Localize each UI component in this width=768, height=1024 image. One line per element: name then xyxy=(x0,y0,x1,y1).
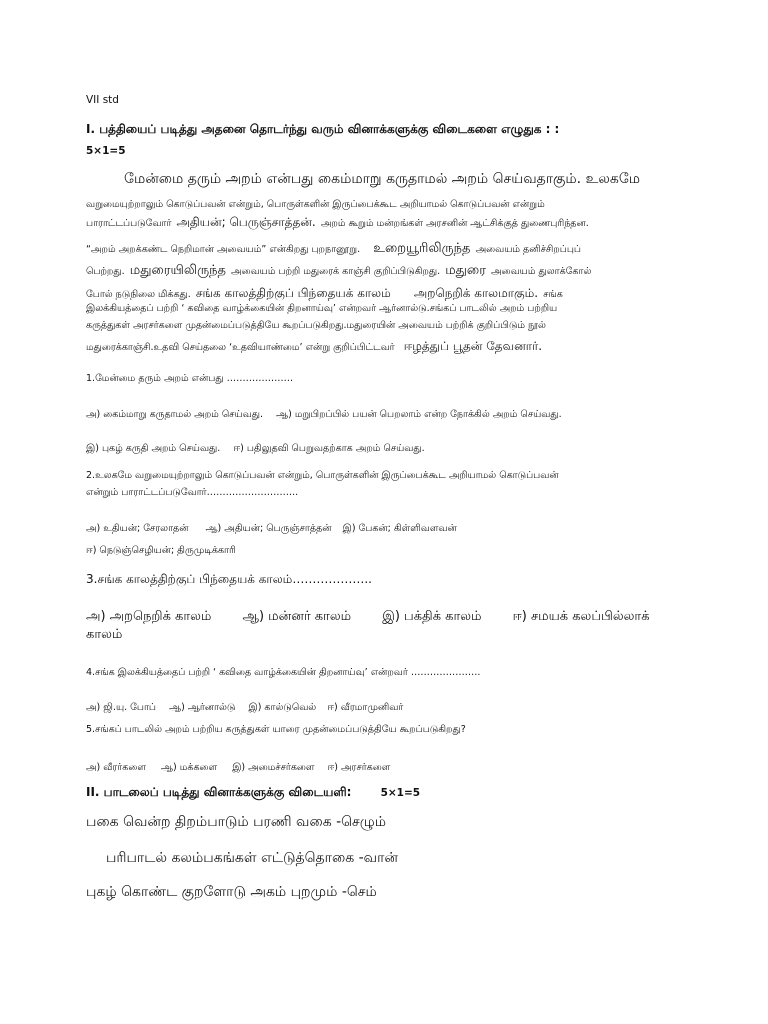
question-5-options xyxy=(86,755,390,774)
question-1-options-row-2 xyxy=(86,436,425,455)
passage-emphasis: மதுரையிலிருந்த xyxy=(129,263,226,278)
question-5: 5.சங்கப் பாடலில் அறம் பற்றிய கருத்துகள் யாரை முதன்மைப்படுத்தியே கூறப்படுகிறது? xyxy=(86,724,466,735)
option-b: ஆ) மன்னர் காலம் xyxy=(242,609,352,624)
passage-text: “அறம் அறக்கண்ட நெறிமான் அவையம்” என்கிறது புறநானூறு. xyxy=(86,244,361,255)
section2-marks: 5×1=5 xyxy=(380,787,421,799)
passage-line-4 xyxy=(86,237,581,257)
question-1-options-row-1 xyxy=(86,402,562,421)
option-b: ஆ) அதியன்; பெருஞ்சாத்தன் xyxy=(205,523,332,534)
option-d: ஈ) சமயக் கலப்பில்லாக் xyxy=(512,609,650,624)
passage-line-7: இலக்கியத்தைப் பற்றி ‘ கவிதை வாழ்க்கையின் திறனாய்வு’ என்றவர் ஆர்னால்டு.சங்கப் பாடலில் அறம் பற்றிய xyxy=(86,303,558,314)
passage-text: அறம் கூறும் மன்றங்கள் அரசனின் ஆட்சிக்குத் துணைபுரிந்தன. xyxy=(320,218,589,229)
poem-line-3: புகழ் கொண்ட குறளோடு அகம் புறமும் -செம் xyxy=(86,884,377,900)
poem-line-2: பரிபாடல் கலம்பகங்கள் எட்டுத்தொகை -வான் xyxy=(106,850,398,866)
passage-text: அவையம் தனிச்சிறப்புப் xyxy=(475,244,581,255)
option-a: அ) கைம்மாறு கருதாமல் அறம் செய்வது. xyxy=(86,409,263,420)
passage-text: பாராட்டப்படுவோர் xyxy=(86,218,172,229)
passage-emphasis: உறையூரிலிருந்த xyxy=(373,241,471,256)
question-2-option-d: ஈ) நெடுஞ்செழியன்; திருமுடிக்காரி xyxy=(86,545,236,556)
question-2-line-2: என்றும் பாராட்டப்படுவோர்……………………….. xyxy=(86,487,299,498)
passage-line-6 xyxy=(86,282,563,302)
section1-heading: I. பத்தியைப் படித்து அதனை தொடர்ந்து வரும் வினாக்களுக்கு விடைகளை எழுதுக : : xyxy=(86,122,560,136)
question-1: 1.மேன்மை தரும் அறம் என்பது ………………… xyxy=(86,373,294,384)
option-a: அ) அறநெறிக் காலம் xyxy=(86,609,212,624)
passage-emphasis: அதியன்; பெருஞ்சாத்தன். xyxy=(176,215,316,229)
passage-emphasis: மதுரை xyxy=(445,263,486,278)
poem-line-1: பகை வென்ற திறம்பாடும் பரணி வகை -செழும் xyxy=(86,814,387,830)
option-b: ஆ) மக்களை xyxy=(160,762,218,773)
section2-heading: II. பாடலைப் படித்து வினாக்களுக்கு விடையளி: xyxy=(86,785,352,799)
passage-emphasis: ஈழத்துப் பூதன் தேவனார். xyxy=(403,339,543,353)
option-a: அ) உதியன்; சேரலாதன் xyxy=(86,523,189,534)
option-c: இ) அமைச்சர்களை xyxy=(232,762,315,773)
question-2-options-row-1 xyxy=(86,516,457,535)
option-a: அ) ஜி.யு. போப் xyxy=(86,702,156,713)
passage-emphasis: அறநெறிக் காலமாகும். xyxy=(413,286,539,300)
passage-text: மதுரைக்காஞ்சி.உதவி செய்தலை ‘உதவியாண்மை’ என்று குறிப்பிட்டவர் xyxy=(86,342,395,353)
passage-line-1: மேன்மை தரும் அறம் என்பது கைம்மாறு கருதாமல் அறம் செய்வதாகும். உலகமே xyxy=(124,171,641,187)
passage-line-3 xyxy=(86,211,589,231)
passage-line-8: கருத்துகள் அரசர்களை முதன்மைப்படுத்தியே கூறப்படுகிறது.மதுரையின் அவையம் பற்றிக் குறிப்பிடும் நூல் xyxy=(86,320,546,331)
section2-heading-row xyxy=(86,781,420,801)
passage-text: போல் நடுநிலை மிக்கது. xyxy=(86,289,191,300)
passage-text: அவையம் பற்றி மதுரைக் காஞ்சி குறிப்பிடுகிறது. xyxy=(231,266,441,277)
question-3: 3.சங்க காலத்திற்குப் பிந்தையக் காலம்……………….. xyxy=(86,572,372,586)
option-d: ஈ) வீரமாமுனிவர் xyxy=(327,702,404,713)
grade-label: VII std xyxy=(86,94,119,106)
option-c: இ) புகழ் கருதி அறம் செய்வது. xyxy=(86,443,221,454)
passage-emphasis: சங்க காலத்திற்குப் பிந்தையக் காலம் xyxy=(195,286,391,300)
option-d: ஈ) பதிலுதவி பெறுவதற்காக அறம் செய்வது. xyxy=(233,443,425,454)
question-3-options xyxy=(86,605,650,625)
option-a: அ) வீரர்களை xyxy=(86,762,146,773)
option-b: ஆ) ஆர்னால்டு xyxy=(169,702,236,713)
option-c: இ) கால்டுவெல் xyxy=(248,702,317,713)
option-c: இ) பக்திக் காலம் xyxy=(382,609,482,624)
passage-text: சங்க xyxy=(543,289,563,300)
question-2-line-1: 2.உலகமே வறுமையுற்றாலும் கொடுப்பவன் என்றும், பொருள்களின் இருப்பைக்கூட அறியாமல் கொடுப்பவன் xyxy=(86,470,559,481)
option-b: ஆ) மறுபிறப்பில் பயன் பெறலாம் என்ற நோக்கில் அறம் செய்வது. xyxy=(276,409,562,420)
passage-line-9 xyxy=(86,335,542,355)
question-4: 4.சங்க இலக்கியத்தைப் பற்றி ‘ கவிதை வாழ்க்கையின் திறனாய்வு’ என்றவர் …………………. xyxy=(86,667,481,678)
question-4-options xyxy=(86,695,403,714)
passage-text: பெற்றது. xyxy=(86,266,125,277)
section1-marks: 5×1=5 xyxy=(86,145,126,157)
question-3-option-d-continued: காலம் xyxy=(86,627,123,642)
passage-text: அவையம் துலாக்கோல் xyxy=(491,266,592,277)
passage-line-2: வறுமையுற்றாலும் கொடுப்பவன் என்றும், பொருள்களின் இருப்பைக்கூட அறியாமல் கொடுப்பவன் என்றும் xyxy=(86,199,545,210)
passage-line-5 xyxy=(86,259,591,279)
option-c: இ) பேகன்; கிள்ளிவளவன் xyxy=(342,523,457,534)
option-d: ஈ) அரசர்களை xyxy=(327,762,391,773)
